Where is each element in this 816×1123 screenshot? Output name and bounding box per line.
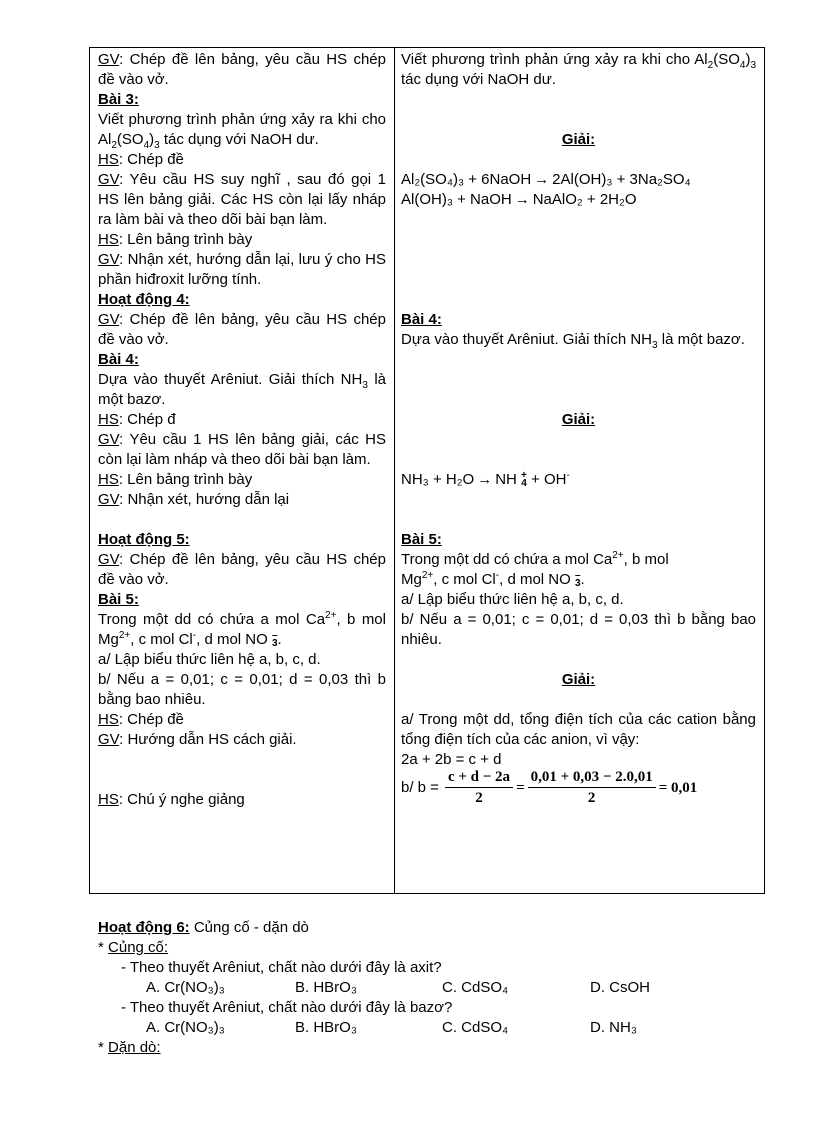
r-bai4-title: Bài 4: xyxy=(401,311,442,328)
cungco-label: Củng cố: xyxy=(108,939,169,956)
consolidation-section: Hoạt động 6: Củng cố - dặn dò * Củng cố: - Theo thuyết Arêniut, chất nào dưới đây là axit? A. Cr(NO₃)₃ B. HBrO₃ C. CdSO₄ D. CsOH - Theo thuyết Arêniut, chất nào dưới đây là bazơ? A. Cr(NO₃)₃ B. HBrO₃ C. CdSO₄ D. NH₃ * Dặn dò: xyxy=(98,918,718,1058)
solution-a: a/ Trong một dd, tổng điện tích của các cation bằng tổng điện tích của các anion, vì vậy: xyxy=(401,711,756,748)
r-bai5-part-b: b/ Nếu a = 0,01; c = 0,01; d = 0,03 thì b bằng bao nhiêu. xyxy=(401,611,756,648)
gv-label: GV xyxy=(98,731,120,748)
solution-b: b/ b = $\frac{c + d - 2a}{2}$ = $\frac{0,01 + 0,03 - 2.0,01}{2}$ = 0,01 xyxy=(401,769,698,806)
quiz-question-1: - Theo thuyết Arêniut, chất nào dưới đây là axit? xyxy=(121,959,442,976)
teacher-activity-column: GV: Chép đề lên bảng, yêu cầu HS chép đề vào vở. Bài 3: Viết phương trình phản ứng xảy ra khi cho $Al_2(SO_4)_3$ tác dụng với NaOH dư. HS: Chép đề GV: Yêu cầu HS suy nghĩ , sau đó gọi 1 HS lên bảng giải. Các HS còn lại lấy nháp ra làm bài và theo dõi bài bạn làm. HS: Lên bảng trình bày GV: Nhận xét, hướng dẫn lại, lưu ý cho HS phần hiđroxit lưỡng tính. Hoạt động 4: GV: Chép đề lên bảng, yêu cầu HS chép đề vào vở. Bài 4: Dựa vào thuyết Arêniut. Giải thích $NH_3$ là một bazơ. HS: Chép đ GV: Yêu cầu 1 HS lên bảng giải, các HS còn lại làm nháp và theo dõi bài bạn làm. HS: Lên bảng trình bày GV: Nhận xét, hướng dẫn lại Hoạt động 5: GV: Chép đề lên bảng, yêu cầu HS chép đề vào vở. Bài 5: Trong một dd có chứa a mol $Ca^{2+}$, b mol $Mg^{2+}$, c mol Cl-, d mol NO – 3. a/ Lập biểu thức liên hệ a, b, c, d. b/ Nếu a = 0,01; c = 0,01; d = 0,03 thì b bằng bao nhiêu. HS: Chép đề GV: Hướng dẫn HS cách giải. HS: Chú ý nghe giảng xyxy=(98,51,387,808)
gv-instruction: : Chép đề lên bảng, yêu cầu HS chép đề vào vở. xyxy=(98,51,386,88)
bai4-question: Dựa vào thuyết Arêniut. Giải thích $NH_3$ là một bazơ. xyxy=(98,371,387,408)
gv-label: GV xyxy=(98,431,120,448)
quiz-question-2: - Theo thuyết Arêniut, chất nào dưới đây là bazơ? xyxy=(121,999,453,1016)
hs-label: HS xyxy=(98,471,119,488)
giai-heading: Giải: xyxy=(561,131,596,148)
fraction-1: $\frac{c + d - 2a}{2}$ xyxy=(445,768,513,808)
gv-label: GV xyxy=(98,551,120,568)
r-bai3-question: Viết phương trình phản ứng xảy ra khi cho $Al_2(SO_4)_3$ tác dụng với NaOH dư. xyxy=(401,51,756,88)
hd5-title: Hoạt động 5: xyxy=(98,531,190,548)
hd6-title: Hoạt động 6: xyxy=(98,919,190,936)
giai-heading-2: Giải: xyxy=(561,411,596,428)
bai5-part-a: a/ Lập biểu thức liên hệ a, b, c, d. xyxy=(98,651,321,668)
bai5-question: Trong một dd có chứa a mol $Ca^{2+}$, b mol $Mg^{2+}$, c mol Cl-, d mol NO – 3. xyxy=(98,610,386,650)
hs-label: HS xyxy=(98,151,119,168)
lesson-table xyxy=(89,47,765,894)
column-divider xyxy=(394,48,395,893)
quiz-options-1: A. Cr(NO₃)₃ B. HBrO₃ C. CdSO₄ D. CsOH xyxy=(146,979,650,996)
hd4-title: Hoạt động 4: xyxy=(98,291,190,308)
equation-3: NH₃ + H₂O → NH + 4 + OH- xyxy=(401,470,570,490)
bai3-title: Bài 3: xyxy=(98,91,139,108)
gv-label: GV xyxy=(98,171,120,188)
student-content-column xyxy=(401,50,756,808)
equation-1: Al₂(SO₄)₃ + 6NaOH → 2Al(OH)₃ + 3Na₂SO₄ xyxy=(401,171,691,188)
hs-label: HS xyxy=(98,791,119,808)
gv-label: GV xyxy=(98,311,120,328)
gv-label: GV xyxy=(98,491,120,508)
quiz-options-2: A. Cr(NO₃)₃ B. HBrO₃ C. CdSO₄ D. NH₃ xyxy=(146,1019,637,1036)
hs-label: HS xyxy=(98,411,119,428)
r-bai5-part-a: a/ Lập biểu thức liên hệ a, b, c, d. xyxy=(401,591,624,608)
dando-label: Dặn dò: xyxy=(108,1039,161,1056)
hs-label: HS xyxy=(98,711,119,728)
hs-label: HS xyxy=(98,231,119,248)
gv-label: GV xyxy=(98,251,120,268)
giai-heading-3: Giải: xyxy=(561,671,596,688)
arrow-icon: → xyxy=(514,191,530,208)
gv-label: GV xyxy=(98,51,120,68)
equation-2: Al(OH)₃ + NaOH → NaAlO₂ + 2H₂O xyxy=(401,191,637,208)
arrow-icon: → xyxy=(477,471,493,488)
r-bai5-question: Trong một dd có chứa a mol $Ca^{2+}$, b mol $Mg^{2+}$, c mol Cl-, d mol NO – 3. xyxy=(401,550,669,590)
bai5-title: Bài 5: xyxy=(98,591,139,608)
bai5-part-b: b/ Nếu a = 0,01; c = 0,01; d = 0,03 thì b bằng bao nhiêu. xyxy=(98,671,386,708)
bai3-question: Viết phương trình phản ứng xảy ra khi cho $Al_2(SO_4)_3$ tác dụng với NaOH dư. xyxy=(98,111,386,151)
fraction-2: $\frac{0,01 + 0,03 - 2.0,01}{2}$ xyxy=(528,768,656,808)
r-bai4-question: Dựa vào thuyết Arêniut. Giải thích $NH_3$ là một bazơ. xyxy=(401,331,745,351)
r-bai5-title: Bài 5: xyxy=(401,531,442,548)
arrow-icon: → xyxy=(534,171,550,188)
solution-equation: 2a + 2b = c + d xyxy=(401,751,502,768)
bai4-title: Bài 4: xyxy=(98,351,139,368)
